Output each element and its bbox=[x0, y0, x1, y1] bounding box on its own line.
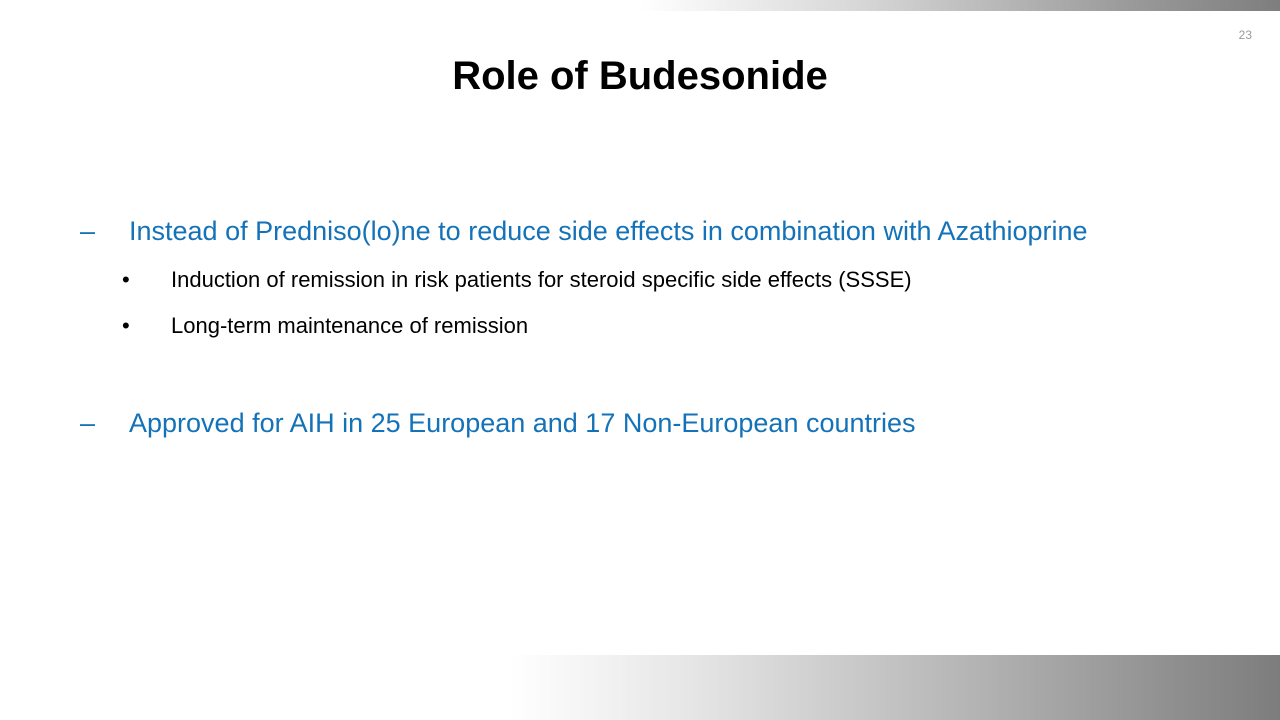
bullet-item bbox=[80, 213, 1088, 249]
dash-bullet-marker: – bbox=[80, 408, 96, 438]
sub-bullet-text: Long-term maintenance of remission bbox=[171, 313, 529, 338]
bottom-decorative-gradient-bar bbox=[510, 655, 1280, 720]
bullet-text: Instead of Predniso(lo)ne to reduce side effects in combination with Azathioprine bbox=[129, 216, 1088, 246]
sub-bullet-text: Induction of remission in risk patients for steroid specific side effects (SSSE) bbox=[171, 267, 912, 292]
dash-bullet-marker: – bbox=[80, 216, 96, 246]
sub-bullet-item bbox=[122, 311, 528, 341]
page-number: 23 bbox=[1238, 28, 1252, 42]
dot-bullet-marker: • bbox=[122, 313, 130, 338]
sub-bullet-item bbox=[122, 265, 912, 295]
bullet-item bbox=[80, 405, 916, 441]
slide-title: Role of Budesonide bbox=[452, 54, 828, 98]
dot-bullet-marker: • bbox=[122, 267, 130, 292]
bullet-text: Approved for AIH in 25 European and 17 Non-European countries bbox=[129, 408, 916, 438]
top-decorative-gradient-bar bbox=[640, 0, 1280, 11]
